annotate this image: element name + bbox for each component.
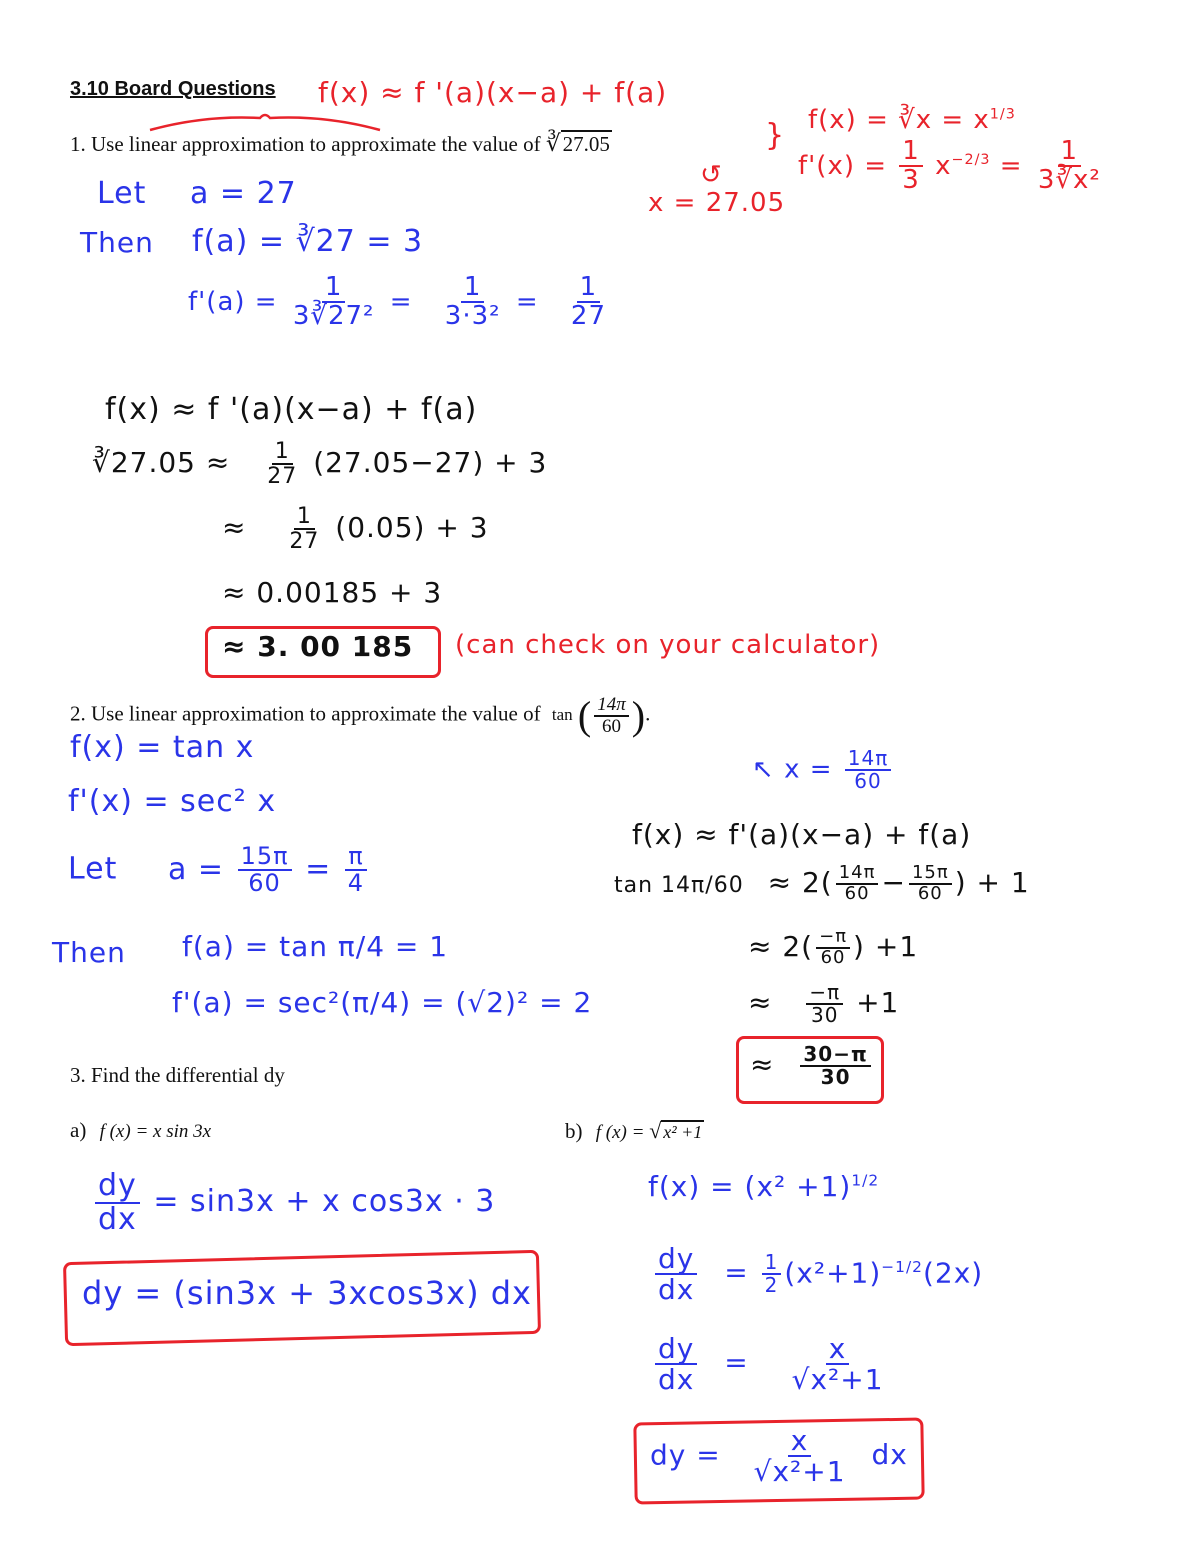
b-line1-text: f(x) = (x² +1) — [648, 1170, 852, 1203]
side-fpx-result — [1035, 138, 1104, 195]
part-a-label: a) — [70, 1118, 87, 1142]
let-frac-1 — [238, 844, 292, 896]
q1-line2 — [92, 440, 547, 488]
q3b-line3 — [652, 1334, 890, 1395]
let-word: Let — [68, 851, 118, 887]
frac-num: 14π — [845, 748, 892, 771]
part-b-func: f (x) = — [595, 1122, 650, 1143]
b-ans-left: dy = — [650, 1438, 721, 1472]
let-eq: = — [305, 851, 332, 887]
q2-x-label — [752, 748, 894, 792]
frac-den: √x²+1 — [791, 1363, 884, 1397]
page-title: 3.10 Board Questions — [70, 78, 276, 100]
frac-num: x — [788, 1426, 812, 1457]
frac-num: π — [345, 844, 366, 871]
fpa-frac-1 — [290, 274, 378, 331]
frac-den: 3∛x² — [1037, 165, 1101, 196]
frac-num: 1 — [461, 274, 485, 303]
ans-mid: ≈ — [750, 1048, 775, 1081]
half-frac — [762, 1252, 782, 1296]
frac-num: 1 — [322, 274, 346, 303]
frac-num: −π — [806, 982, 843, 1005]
frac-num: 1 — [577, 274, 601, 303]
q2-fpa: f'(a) = sec²(π/4) = (√2)² = 2 — [172, 986, 593, 1019]
q1-prompt-text: 1. Use linear approximation to approximate the value of — [70, 132, 541, 156]
q3a-answer: dy = (sin3x + 3xcos3x) dx — [82, 1274, 532, 1312]
q1-fpa — [188, 274, 612, 331]
r3-mid: ≈ 2( — [748, 929, 814, 963]
side-fpx-x: x — [935, 150, 952, 181]
side-fx-exp: 1/3 — [989, 106, 1016, 123]
fpa-frac-3 — [568, 274, 609, 331]
line2-left: ∛27.05 ≈ — [92, 446, 231, 480]
frac-num: 1 — [294, 505, 315, 530]
radicand: 27.05 — [562, 132, 610, 156]
fpa-eq: = — [389, 286, 413, 317]
frac-den: 3·3² — [444, 301, 501, 332]
right-paren: ) — [631, 693, 646, 738]
q2-r3 — [748, 928, 918, 968]
arrow-icon: ↖ — [752, 754, 775, 785]
frac-den: 60 — [820, 946, 846, 968]
q2-answer — [750, 1044, 874, 1088]
part-a-func: f (x) = x sin 3x — [99, 1121, 212, 1142]
frac-den: 60 — [854, 769, 882, 793]
side-fpx-label: f'(x) = — [798, 150, 897, 181]
q2-r4 — [748, 982, 899, 1026]
line3-left: ≈ — [222, 511, 247, 545]
q3-part-a — [70, 1118, 211, 1143]
b-line2-exp: −1/2 — [881, 1258, 923, 1277]
frac-den: 60 — [248, 869, 281, 898]
q2-then: Then — [52, 936, 126, 969]
q1-then: Then — [80, 226, 154, 259]
frac-den: 27 — [267, 464, 298, 490]
q3a-deriv — [92, 1170, 495, 1235]
r4-mid: ≈ — [748, 986, 773, 1019]
q2-arg-frac — [594, 695, 629, 737]
frac-num: −π — [816, 928, 850, 949]
frac-den: √x²+1 — [753, 1455, 846, 1489]
frac-den: 2 — [764, 1273, 779, 1298]
b-ans-frac — [751, 1426, 849, 1487]
ans-frac — [800, 1044, 870, 1088]
b-line1-exp: 1/2 — [851, 1171, 880, 1190]
frac-den: 30 — [811, 1003, 839, 1027]
q3-part-b — [565, 1118, 704, 1144]
q2-r1: f(x) ≈ f'(a)(x−a) + f(a) — [632, 818, 972, 851]
q3b-line1 — [648, 1170, 879, 1203]
q3-prompt: 3. Find the differential dy — [70, 1063, 285, 1087]
frac-den: dx — [98, 1201, 137, 1237]
q2-prompt-text: 2. Use linear approximation to approximate the value of — [70, 701, 541, 726]
let-a: a = — [167, 851, 225, 887]
frac-den: 60 — [844, 882, 870, 904]
q2-fpx: f'(x) = sec² x — [68, 784, 277, 819]
line2-rest: (27.05−27) + 3 — [313, 446, 548, 480]
q1-side-fpx — [798, 138, 1107, 195]
b-line2-eq: = — [724, 1256, 749, 1290]
frac-den: dx — [658, 1363, 695, 1397]
q3b-line2 — [652, 1244, 983, 1305]
brace-right: } — [765, 118, 786, 153]
b-line2-end: (2x) — [922, 1256, 984, 1290]
b-line3-eq: = — [724, 1346, 749, 1380]
frac-den: 30 — [820, 1065, 851, 1089]
q1-note: (can check on your calculator) — [455, 630, 881, 660]
frac-num: dy — [95, 1170, 140, 1204]
q2-r2 — [614, 864, 1030, 904]
side-fpx-frac — [899, 138, 923, 195]
period: . — [645, 701, 651, 726]
frac-num: 14π — [594, 695, 629, 717]
cube-root-27-05: ∛27.05 — [545, 130, 610, 156]
frac-num: 1 — [899, 138, 923, 167]
q3b-answer — [650, 1426, 908, 1487]
q1-x-value: x = 27.05 — [648, 188, 786, 218]
line2-frac — [264, 440, 300, 488]
tan-word: tan — [551, 705, 573, 725]
frac-num: 1 — [1058, 138, 1082, 167]
frac-num: dy — [655, 1244, 697, 1275]
a-deriv-rhs: = sin3x + x cos3x · 3 — [153, 1184, 496, 1219]
r3-end: ) +1 — [853, 929, 919, 963]
line3-frac — [286, 505, 322, 553]
q1-prompt — [70, 130, 612, 157]
part-b-label: b) — [565, 1119, 583, 1143]
fpa-eq-2: = — [515, 286, 539, 317]
side-fpx-exp: −2/3 — [951, 152, 991, 169]
q2-fx: f(x) = tan x — [70, 730, 255, 765]
q2-let — [68, 844, 370, 896]
frac-den: 27 — [289, 529, 320, 555]
frac-den: dx — [658, 1273, 695, 1307]
q1-answer: ≈ 3. 00 185 — [222, 630, 414, 663]
q1-line4: ≈ 0.00185 + 3 — [222, 576, 443, 609]
frac-den: 60 — [917, 882, 943, 904]
linear-approx-formula: f(x) ≈ f '(a)(x−a) + f(a) — [318, 76, 668, 109]
side-fpx-eq: = — [999, 150, 1023, 181]
q1-let: Let — [97, 176, 147, 211]
line3-rest: (0.05) + 3 — [335, 511, 489, 545]
frac-num: 30−π — [800, 1044, 870, 1067]
side-fx-text: f(x) = ∛x = x — [808, 105, 990, 135]
r3-frac — [816, 928, 850, 968]
frac-num: 1 — [762, 1252, 782, 1275]
q2-fa: f(a) = tan π/4 = 1 — [182, 930, 449, 963]
curved-arrow: ↺ — [700, 160, 723, 190]
frac-num: 14π — [836, 864, 879, 885]
frac-den: 60 — [601, 715, 621, 737]
frac-num: x — [826, 1334, 850, 1365]
r2-left: tan 14π/60 — [614, 872, 744, 898]
dy-dx-frac — [95, 1170, 140, 1235]
fpa-label: f'(a) = — [188, 286, 278, 317]
x-eq: x = — [784, 754, 833, 785]
r4-frac — [806, 982, 843, 1026]
frac-num: dy — [655, 1334, 697, 1365]
q1-line1: f(x) ≈ f '(a)(x−a) + f(a) — [105, 392, 478, 427]
frac-num: 15π — [238, 844, 292, 871]
r2-minus: − — [881, 865, 906, 899]
b-line3-frac — [789, 1334, 887, 1395]
q1-fa: f(a) = ∛27 = 3 — [192, 224, 424, 259]
dy-dx-frac — [655, 1334, 697, 1395]
left-paren: ( — [577, 693, 592, 738]
frac-num: 15π — [909, 864, 952, 885]
part-b-radicand: x² +1 — [663, 1122, 703, 1142]
frac-num: 1 — [272, 440, 293, 465]
let-frac-2 — [345, 844, 367, 896]
r2-frac-a — [836, 864, 879, 904]
fpa-frac-2 — [442, 274, 504, 331]
dy-dx-frac — [655, 1244, 697, 1305]
frac-den: 3∛27² — [292, 301, 375, 332]
frac-den: 27 — [570, 301, 606, 332]
q1-line3 — [222, 505, 489, 553]
frac-den: 3 — [902, 165, 920, 196]
b-line2-base: (x²+1) — [784, 1256, 882, 1290]
r2-end: ) + 1 — [954, 865, 1030, 899]
q1-side-fx — [808, 105, 1016, 135]
q1-let-a: a = 27 — [190, 176, 297, 211]
sqrt-sym: √ — [649, 1118, 662, 1143]
frac-den: 4 — [347, 869, 365, 898]
r2-frac-b — [909, 864, 952, 904]
q2-x-frac — [845, 748, 892, 792]
r2-mid: ≈ 2( — [767, 865, 833, 899]
b-ans-right: dx — [871, 1438, 908, 1472]
r4-end: +1 — [856, 986, 900, 1019]
